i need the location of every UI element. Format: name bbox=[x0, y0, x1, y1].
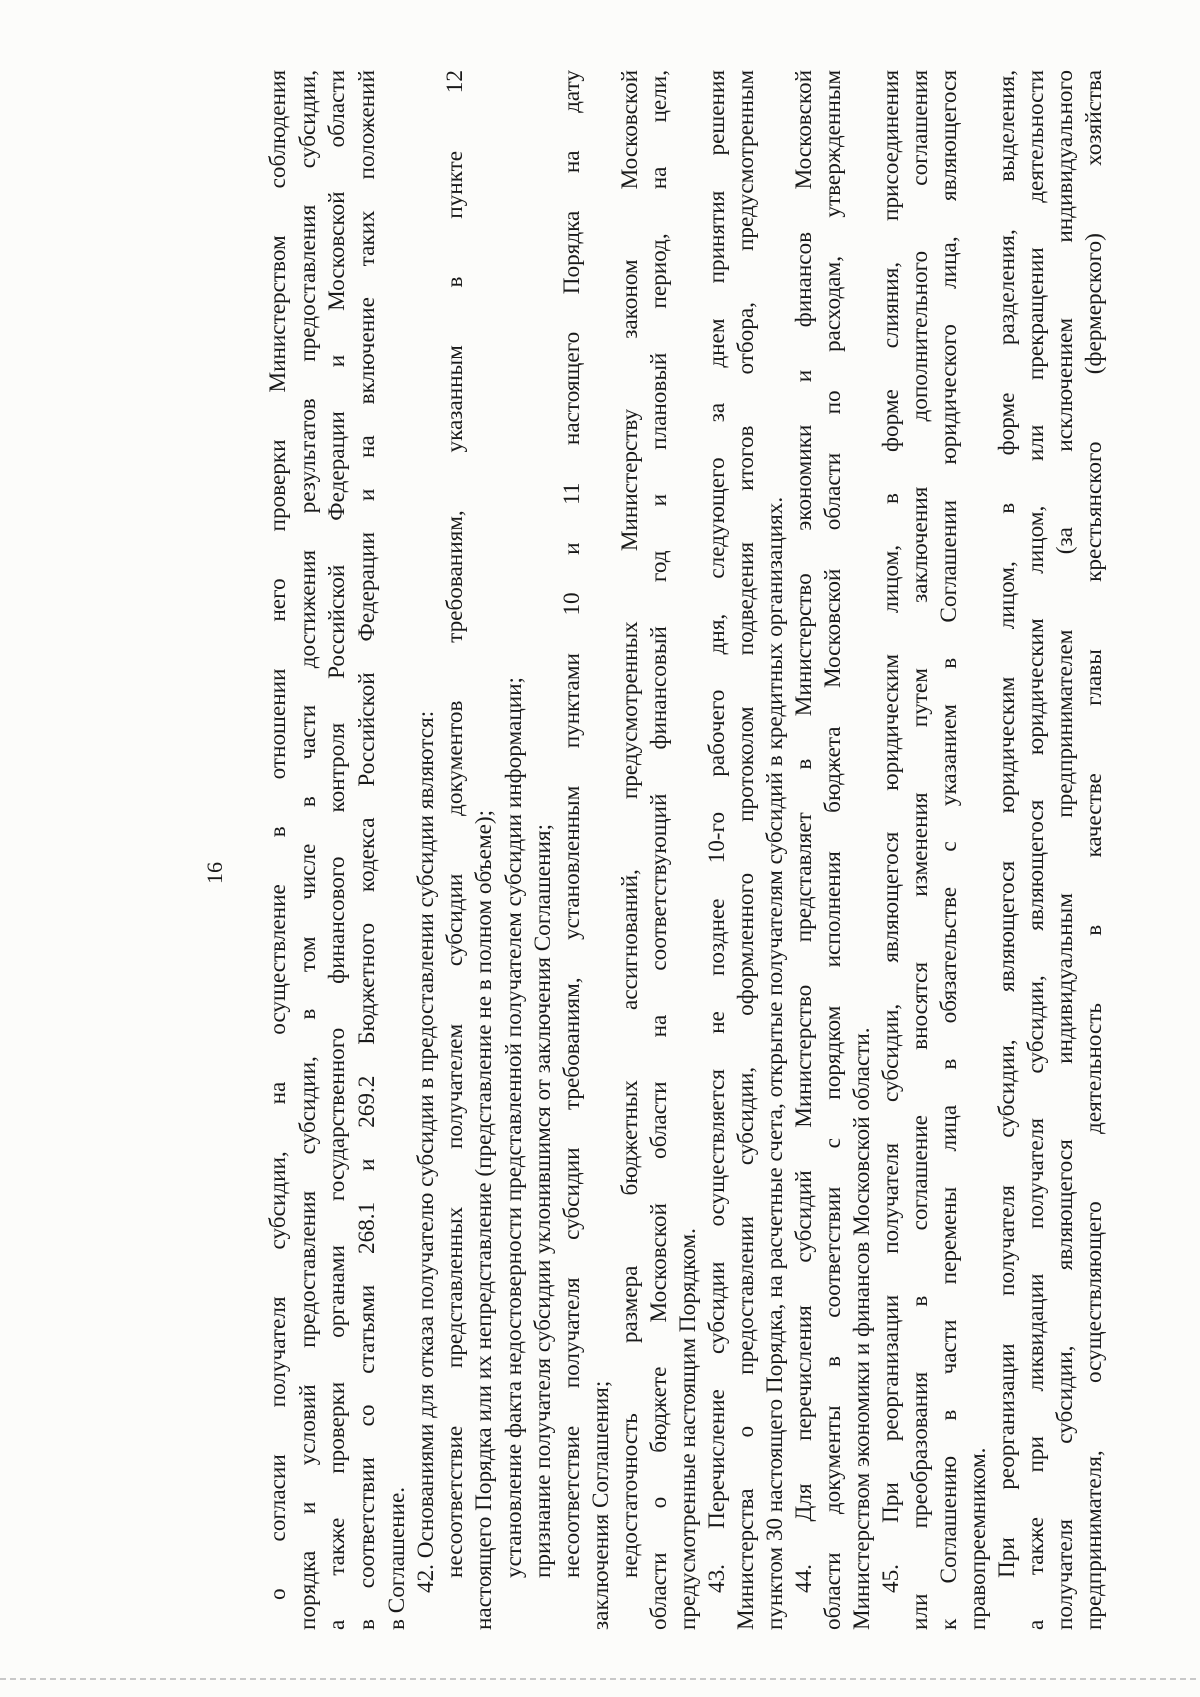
text-line: несоответствие представленных получателем субсидии документов требованиям, указанным в пункте 12 bbox=[442, 70, 468, 1578]
text-line: предусмотренные настоящим Порядком. bbox=[675, 1228, 701, 1630]
text-line: области о бюджете Московской области на соответствующий финансовый год и плановый период, на цели, bbox=[646, 70, 672, 1630]
text-line: в соответствии со статьями 268.1 и 269.2 Бюджетного кодекса Российской Федерации и на включение таких положений bbox=[354, 70, 380, 1630]
scan-edge-divider bbox=[0, 1678, 1200, 1680]
text-line: Министерством экономики и финансов Московской области. bbox=[849, 1027, 875, 1630]
text-line: При реорганизации получателя субсидии, являющегося юридическим лицом, в форме разделения, выделения, bbox=[994, 70, 1020, 1578]
text-line: к Соглашению в части перемены лица в обязательстве с указанием в Соглашении юридического лица, являющегося bbox=[936, 70, 962, 1630]
text-line: несоответствие получателя субсидии требованиям, установленным пунктами 10 и 11 настоящего Порядка на дату bbox=[559, 70, 585, 1578]
text-line: недостаточность размера бюджетных ассигнований, предусмотренных Министерству законом Московской bbox=[617, 70, 643, 1578]
page-number: 16 bbox=[202, 862, 227, 884]
text-line: правопреемником. bbox=[965, 1447, 991, 1630]
text-line: или преобразования в соглашение вносятся изменения путем заключения дополнительного соглашения bbox=[907, 70, 933, 1630]
rotated-text-block bbox=[200, 70, 1107, 1630]
text-line: признание получателя субсидии уклонившимся от заключения Соглашения; bbox=[530, 823, 556, 1578]
text-line: получателя субсидии, являющегося индивидуальным предпринимателем (за исключением индивидуального bbox=[1052, 70, 1078, 1630]
text-line: 45. При реорганизации получателя субсидии, являющегося юридическим лицом, в форме слияния, присоединения bbox=[878, 70, 904, 1593]
text-line: предпринимателя, осуществляющего деятельность в качестве главы крестьянского (фермерского) хозяйства bbox=[1081, 70, 1107, 1630]
text-line: установление факта недостоверности представленной получателем субсидии информации; bbox=[501, 677, 527, 1578]
text-line: 42. Основаниями для отказа получателю субсидии в предоставлении субсидии являются: bbox=[413, 710, 439, 1593]
text-line: о согласии получателя субсидии, на осуществление в отношении него проверки Министерством соблюдения bbox=[265, 70, 291, 1600]
text-line: настоящего Порядка или их непредставление (представление не в полном объеме); bbox=[471, 809, 497, 1630]
text-line: 43. Перечисление субсидии осуществляется не позднее 10-го рабочего дня, следующего за днем принятия решения bbox=[704, 70, 730, 1593]
text-line: порядка и условий предоставления субсидии, в том числе в части достижения результатов предоставления субсидии, bbox=[295, 70, 321, 1630]
text-line: в Соглашение. bbox=[384, 1486, 410, 1630]
text-line: области документы в соответствии с порядком исполнения бюджета Московской области по расходам, утвержденным bbox=[820, 70, 846, 1630]
text-line: пунктом 30 настоящего Порядка, на расчетные счета, открытые получателям субсидий в кредитных организациях. bbox=[762, 496, 788, 1630]
text-line: а также при ликвидации получателя субсидии, являющегося юридическим лицом, или прекращении деятельности bbox=[1023, 70, 1049, 1630]
text-line: а также проверки органами государственного финансового контроля Российской Федерации и Московской области bbox=[324, 70, 350, 1630]
text-line: Министерства о предоставлении субсидии, оформленного протоколом подведения итогов отбора, предусмотренным bbox=[733, 70, 759, 1630]
text-line: заключения Соглашения; bbox=[588, 1380, 614, 1630]
text-line: 44. Для перечисления субсидий Министерство представляет в Министерство экономики и финансов Московской bbox=[791, 70, 817, 1593]
